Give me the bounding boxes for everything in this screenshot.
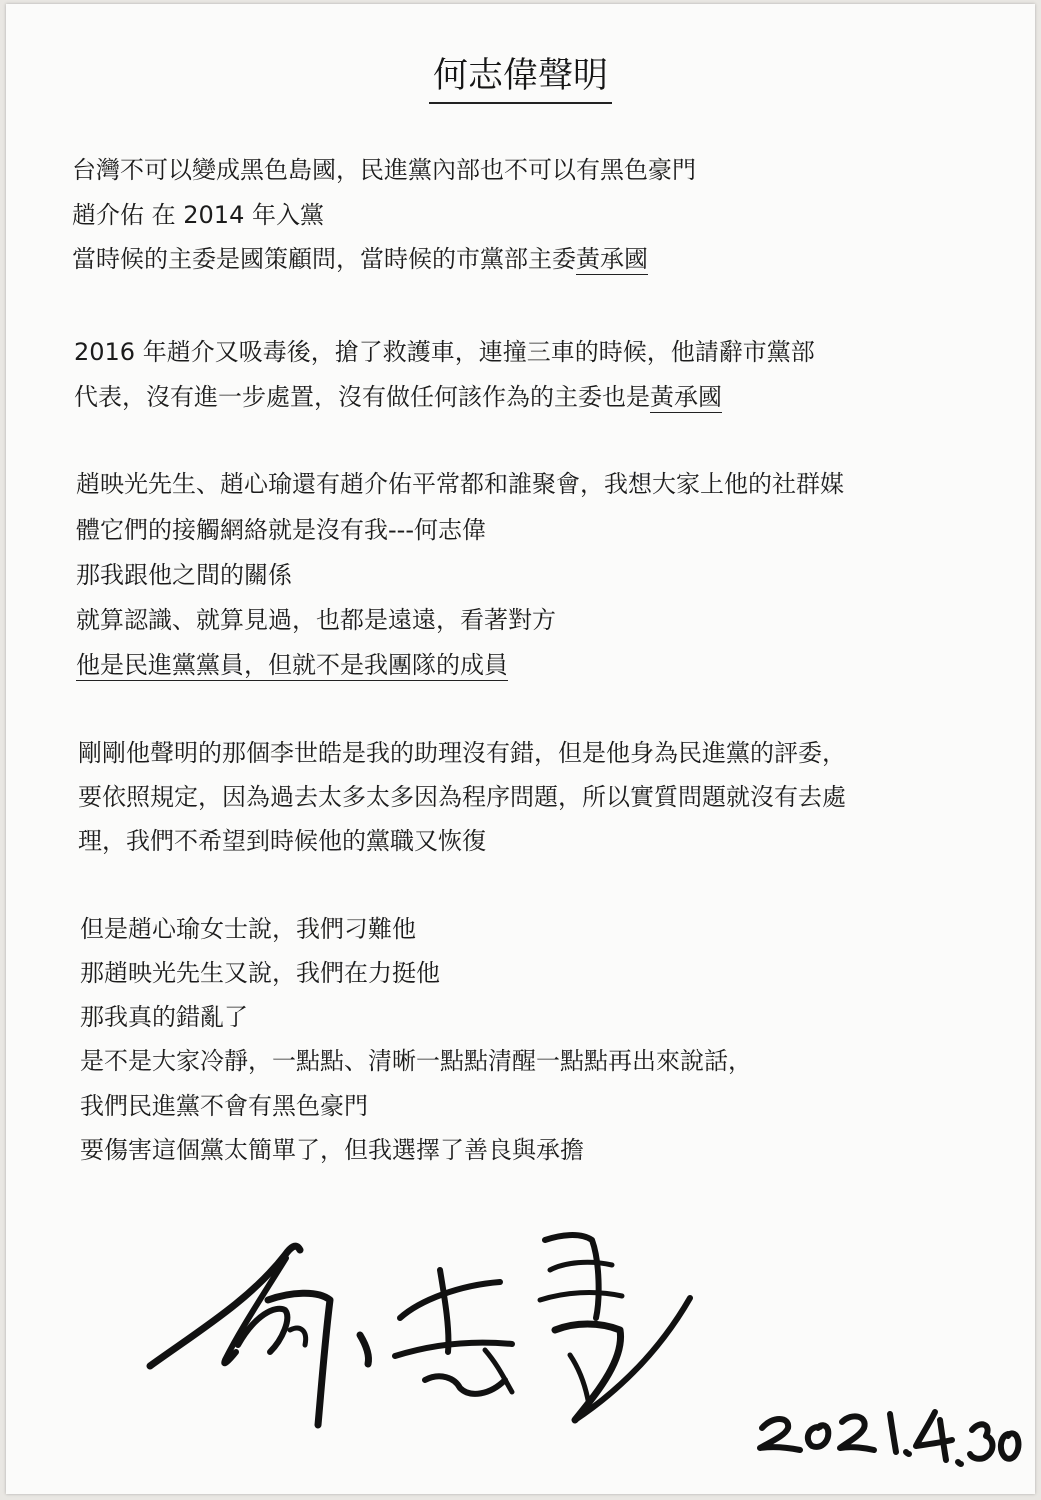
paragraph-2-line-2-text: 代表，沒有進一步處置，沒有做任何該作為的主委也是: [74, 383, 650, 411]
paragraph-1-line-3-text: 當時候的主委是國策顧問，當時候的市黨部主委: [72, 245, 576, 273]
paragraph-4-line-3: 理，我們不希望到時候他的黨職又恢復: [78, 827, 486, 855]
paragraph-5-line-2: 那趙映光先生又說，我們在力挺他: [80, 959, 440, 987]
underlined-name: 黃承國: [650, 383, 722, 411]
paragraph-1-line-2: 趙介佑 在 2014 年入黨: [72, 201, 324, 229]
paragraph-3-line-1: 趙映光先生、趙心瑜還有趙介佑平常都和誰聚會，我想大家上他的社群媒: [76, 470, 844, 498]
paragraph-4-line-1: 剛剛他聲明的那個李世皓是我的助理沒有錯，但是他身為民進黨的評委，: [78, 739, 846, 767]
paragraph-5-line-6: 要傷害這個黨太簡單了，但我選擇了善良與承擔: [80, 1136, 584, 1164]
paragraph-5-line-3: 那我真的錯亂了: [80, 1003, 248, 1031]
paragraph-2-line-1: 2016 年趙介又吸毒後，搶了救護車，連撞三車的時候，他請辭市黨部: [74, 338, 815, 366]
underlined-name: 黃承國: [576, 245, 648, 273]
paragraph-5-line-5: 我們民進黨不會有黑色豪門: [80, 1092, 368, 1120]
paragraph-3-line-4: 就算認識、就算見過，也都是遠遠，看著對方: [76, 606, 556, 634]
underlined-sentence: 他是民進黨黨員，但就不是我團隊的成員: [76, 651, 508, 679]
paragraph-3-line-3: 那我跟他之間的關係: [76, 561, 292, 589]
paragraph-1-line-1: 台灣不可以變成黑色島國，民進黨內部也不可以有黑色豪門: [72, 156, 696, 184]
paragraph-5-line-1: 但是趙心瑜女士說，我們刁難他: [80, 915, 416, 943]
paragraph-4-line-2: 要依照規定，因為過去太多太多因為程序問題，所以實質問題就沒有去處: [78, 783, 846, 811]
paragraph-3-line-2: 體它們的接觸網絡就是沒有我---何志偉: [76, 516, 486, 544]
paragraph-5-line-4: 是不是大家冷靜，一點點、清晰一點點清醒一點點再出來說話，: [80, 1047, 752, 1075]
document-title: 何志偉聲明: [0, 48, 1041, 104]
